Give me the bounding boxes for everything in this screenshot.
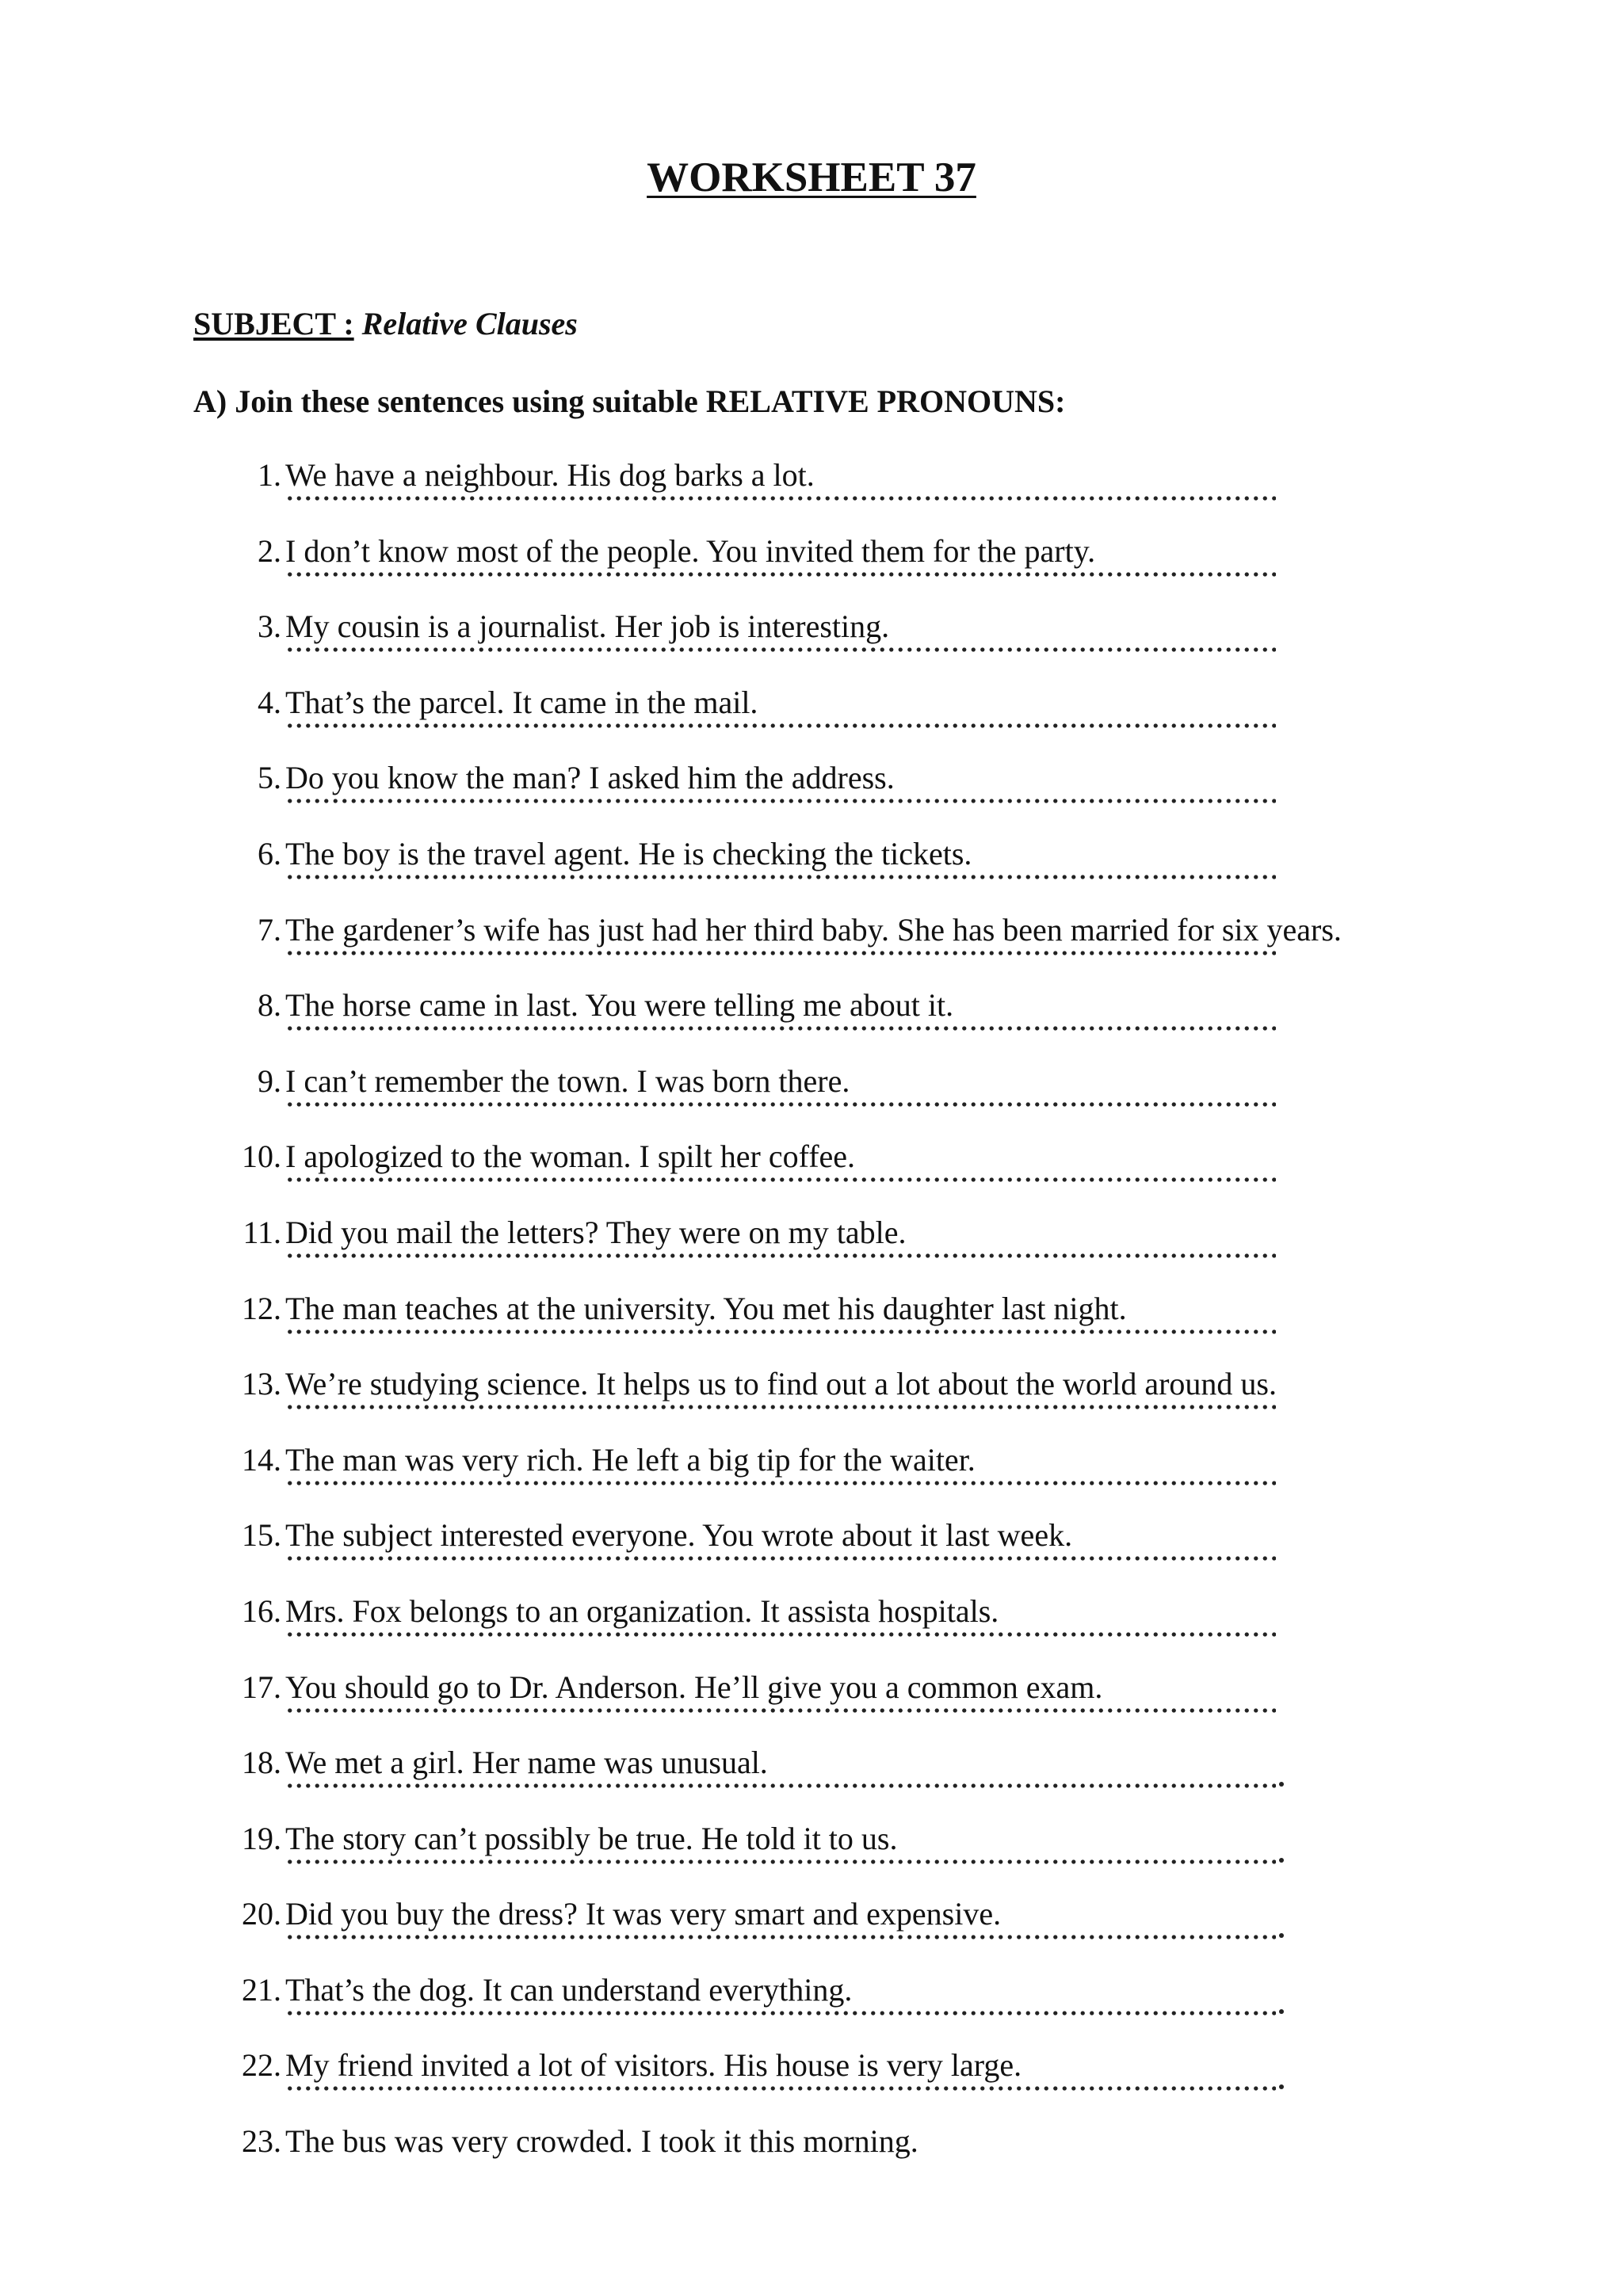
answer-blank-line[interactable] [285,647,1276,652]
blank-end-period [1279,1782,1284,1787]
blank-end-period [1279,1933,1284,1938]
question-number: 5. [258,760,281,796]
answer-blank-line[interactable] [285,1177,1276,1182]
question-item [0,986,1623,1062]
question-number: 21. [242,1971,281,2008]
question-text: The gardener’s wife has just had her third baby. She has been married for six years. [285,911,1342,948]
question-list [0,456,1623,2199]
question-item [0,684,1623,760]
question-number: 22. [242,2047,281,2084]
answer-blank-line[interactable] [285,1026,1276,1031]
question-text: Mrs. Fox belongs to an organization. It assista hospitals. [285,1592,999,1629]
question-item [0,456,1623,532]
answer-blank-line[interactable] [285,1632,1276,1637]
answer-blank-line[interactable] [285,799,1276,803]
question-item [0,1895,1623,1971]
blank-end-period [1279,1858,1284,1863]
answer-blank-line[interactable] [285,1708,1276,1713]
answer-blank-line[interactable] [285,875,1276,879]
question-number: 17. [242,1669,281,1705]
question-item [0,2122,1623,2199]
answer-blank-line[interactable] [285,1935,1276,1939]
question-text: The story can’t possibly be true. He told it to us. [285,1820,898,1856]
question-text: I don’t know most of the people. You invited them for the party. [285,532,1096,569]
question-number: 4. [258,684,281,720]
question-item [0,1820,1623,1896]
answer-blank-line[interactable] [285,1253,1276,1258]
question-item [0,1592,1623,1669]
question-number: 7. [258,911,281,948]
question-item [0,608,1623,684]
question-text: I can’t remember the town. I was born there. [285,1062,850,1099]
question-number: 2. [258,532,281,569]
worksheet-title: WORKSHEET 37 [647,154,976,200]
question-text: The man was very rich. He left a big tip for the waiter. [285,1441,976,1478]
question-text: We have a neighbour. His dog barks a lot. [285,457,815,493]
question-text: That’s the parcel. It came in the mail. [285,684,758,720]
question-text: You should go to Dr. Anderson. He’ll give you a common exam. [285,1669,1103,1705]
question-item [0,1290,1623,1366]
subject-label: SUBJECT : [193,306,354,341]
answer-blank-line[interactable] [285,496,1276,501]
question-number: 19. [242,1820,281,1856]
answer-blank-line[interactable] [285,1859,1276,1864]
question-number: 16. [242,1592,281,1629]
question-item [0,1214,1623,1290]
question-number: 15. [242,1517,281,1554]
question-number: 8. [258,987,281,1024]
subject-line [193,305,578,343]
question-text: Did you buy the dress? It was very smart and expensive. [285,1896,1002,1932]
question-item [0,835,1623,911]
question-item [0,1971,1623,2047]
question-number: 3. [258,608,281,645]
question-item [0,532,1623,608]
blank-end-period [1279,2009,1284,2014]
subject-value: Relative Clauses [361,306,578,341]
question-item [0,1669,1623,1745]
question-number: 13. [242,1366,281,1402]
question-item [0,759,1623,835]
question-number: 9. [258,1062,281,1099]
question-text: Did you mail the letters? They were on my table. [285,1214,907,1250]
question-number: 12. [242,1290,281,1326]
question-item [0,1365,1623,1441]
question-text: The boy is the travel agent. He is checking the tickets. [285,835,972,871]
question-text: I apologized to the woman. I spilt her coffee. [285,1138,856,1175]
question-number: 10. [242,1138,281,1175]
question-number: 1. [258,457,281,493]
answer-blank-line[interactable] [285,1405,1276,1409]
answer-blank-line[interactable] [285,1556,1276,1561]
question-item [0,1062,1623,1138]
answer-blank-line[interactable] [285,2086,1276,2091]
question-text: The bus was very crowded. I took it this morning. [285,2123,918,2160]
question-item [0,2046,1623,2122]
question-text: Do you know the man? I asked him the address. [285,760,895,796]
question-number: 6. [258,835,281,871]
answer-blank-line[interactable] [285,1102,1276,1107]
exercise-instruction: A) Join these sentences using suitable RELATIVE PRONOUNS: [193,383,1066,419]
question-item [0,911,1623,987]
question-text: We’re studying science. It helps us to find out a lot about the world around us. [285,1366,1277,1402]
question-text: The man teaches at the university. You met his daughter last night. [285,1290,1127,1326]
question-number: 18. [242,1745,281,1781]
question-item [0,1744,1623,1820]
question-text: The subject interested everyone. You wrote about it last week. [285,1517,1073,1554]
answer-blank-line[interactable] [285,2011,1276,2016]
blank-end-period [1279,2084,1284,2089]
answer-blank-line[interactable] [285,1329,1276,1334]
answer-blank-line[interactable] [285,572,1276,577]
question-item [0,1138,1623,1214]
question-number: 11. [242,1214,281,1250]
answer-blank-line[interactable] [285,951,1276,955]
answer-blank-line[interactable] [285,723,1276,728]
question-text: My friend invited a lot of visitors. His house is very large. [285,2047,1022,2084]
question-number: 14. [242,1441,281,1478]
question-text: That’s the dog. It can understand everything. [285,1971,853,2008]
question-text: My cousin is a journalist. Her job is interesting. [285,608,890,645]
answer-blank-line[interactable] [285,1783,1276,1788]
question-item [0,1441,1623,1517]
answer-blank-line[interactable] [285,1481,1276,1486]
question-text: The horse came in last. You were telling me about it. [285,987,954,1024]
question-number: 23. [242,2123,281,2160]
question-item [0,1516,1623,1592]
question-text: We met a girl. Her name was unusual. [285,1745,768,1781]
question-number: 20. [242,1896,281,1932]
